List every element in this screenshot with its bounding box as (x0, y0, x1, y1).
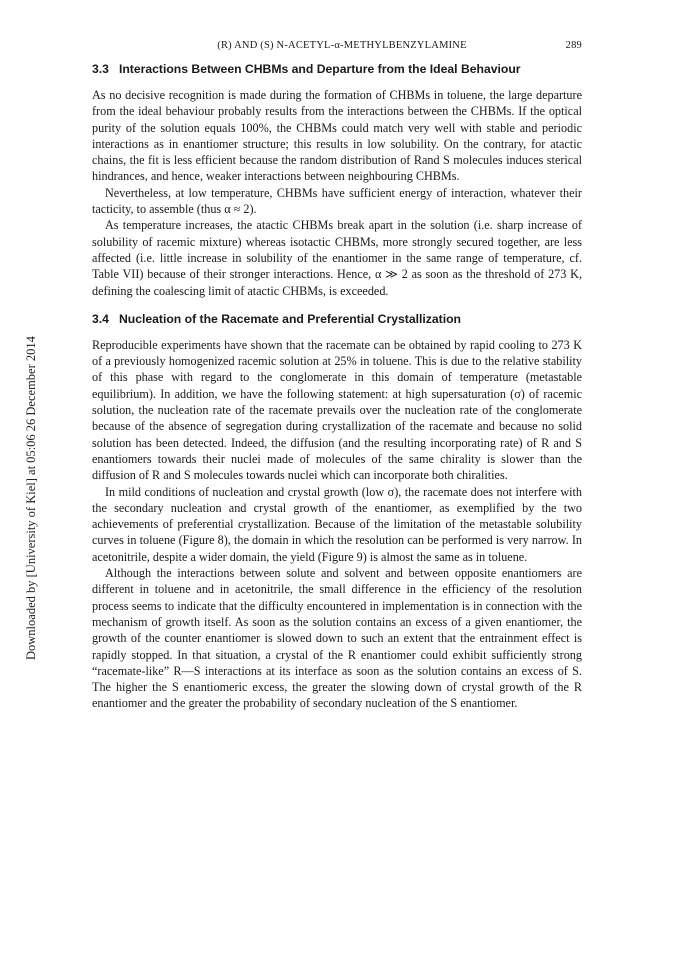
paragraph: As no decisive recognition is made during the formation of CHBMs in toluene, the large departure from the ideal behaviour probably results from the interactions between the CHBMs. If the optical purity of the solution equals 100%, the CHBMs could match very well with stable and periodic interactions as in enantiomer structure; this results in low solubility. On the contrary, for atactic chains, the fit is less efficient because the random distribution of Rand S molecules induces sterical hindrances, and hence, weaker interactions between neighbouring CHBMs. (92, 88, 582, 184)
running-head (92, 40, 582, 51)
article-body (92, 62, 582, 712)
section-number: 3.4 (92, 311, 109, 326)
section-title: Nucleation of the Racemate and Preferential Crystallization (118, 311, 461, 326)
paragraph: Although the interactions between solute and solvent and between opposite enantiomers are different in toluene and in acetonitrile, the small difference in the efficiency of the resolution process seems to indicate that the difficulty encountered in implementation is in connection with the mechanism of growth itself. As soon as the solution contains an excess of a given enantiomer, the growth of the counter enantiomer is slowed down to such an extent that the entrainment effect is rapidly stopped. In that situation, a crystal of the R enantiomer could exhibit sufficiently strong “racemate-like” R—S interactions at its interface as soon as the solution contains an excess of S. The higher the S enantiomeric excess, the greater the slowing down of crystal growth of the R enantiomer and the greater the probability of secondary nucleation of the S enantiomer. (92, 566, 582, 711)
paragraph: In mild conditions of nucleation and crystal growth (low σ), the racemate does not interfere with the secondary nucleation and crystal growth of the enantiomer, as exemplified by the two achievements of preferential crystallization. Because of the limitation of the metastable solubility curves in toluene (Figure 8), the domain in which the resolution can be performed is very narrow. In acetonitrile, despite a wider domain, the yield (Figure 9) is almost the same as in toluene. (92, 484, 582, 564)
section-heading-3-4 (92, 312, 582, 326)
paragraph: As temperature increases, the atactic CHBMs break apart in the solution (i.e. sharp increase of solubility of racemic mixture) whereas isotactic CHBMs, more strongly secured together, are less affected (i.e. little increase in solubility of the enantiomer in the same range of temperature, cf. Table VII) because of their stronger interactions. Hence, α ≫ 2 as soon as the threshold of 273 K, defining the coalescing limit of atactic CHBMs, is exceeded. (92, 218, 582, 298)
download-watermark: Downloaded by [University of Kiel] at 05:06 26 December 2014 (24, 336, 38, 660)
running-title: (R) AND (S) N-ACETYL-α-METHYLBENZYLAMINE (217, 40, 467, 51)
section-heading-3-3 (92, 62, 582, 76)
page-number: 289 (565, 40, 582, 51)
paragraph: Nevertheless, at low temperature, CHBMs have sufficient energy of interaction, whatever their tacticity, to assemble (thus α ≈ 2). (92, 185, 582, 217)
section-title: Interactions Between CHBMs and Departure from the Ideal Behaviour (118, 62, 521, 76)
paragraph: Reproducible experiments have shown that the racemate can be obtained by rapid cooling to 273 K of a previously homogenized racemic solution at 25% in toluene. This is due to the relative stability of this phase with regard to the conglomerate in this domain of temperature (metastable equilibrium). In addition, we have the following statement: at high supersaturation (σ) of racemic solution, the nucleation rate of the racemate prevails over the nucleation rate of the conglomerate because of the absence of segregation during crystallization of the racemate and because no solid solution has been detected. Indeed, the diffusion (and the resulting incorporating rate) of R and S enantiomers towards their nuclei made of molecules of the same chirality is slower than the diffusion of R and S molecules towards nuclei which can incorporate both chiralities. (92, 337, 582, 483)
section-number: 3.3 (92, 62, 109, 76)
